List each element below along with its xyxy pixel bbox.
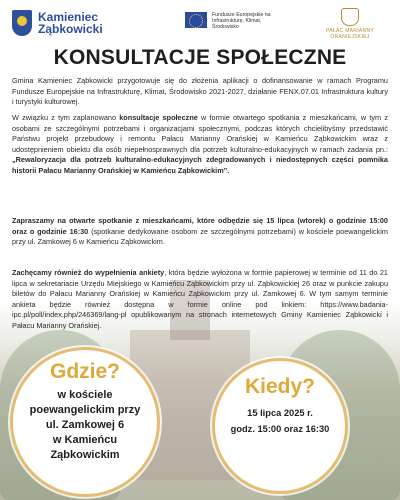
- page-title: KONSULTACJE SPOŁECZNE: [53, 46, 347, 69]
- header: [0, 0, 400, 44]
- paragraph-survey: [12, 268, 388, 332]
- where-circle: [10, 347, 160, 497]
- eu-flag-icon: [185, 12, 207, 28]
- municipality-logo: [12, 10, 108, 36]
- palace-logo: [315, 8, 385, 40]
- paragraph-bold: Zapraszamy na otwarte spotkanie z mieszkańcami, które odbędzie się 15 lipca (wtorek) o godzinie 15:00 oraz o godzinie 16:30: [12, 216, 388, 236]
- eu-funds-text: Fundusze Europejskie na Infrastrukturę, Klimat, Środowisko: [212, 12, 271, 30]
- paragraph-bold: Zachęcamy również do wypełnienia ankiety: [12, 268, 165, 277]
- where-line: w kościele: [57, 389, 113, 401]
- where-line: ul. Zamkowej 6: [45, 419, 125, 431]
- palace-text: PAŁAC MARIANNY ORANIEJSKIEJ: [325, 28, 374, 40]
- eu-funds-logo: [185, 12, 282, 30]
- when-date: 15 lipca 2025 r.: [247, 408, 313, 418]
- where-line: w Kamieńcu: [52, 434, 118, 446]
- paragraph-bold: „Rewaloryzacja dla potrzeb kulturalno-edukacyjnych zdegradowanych i niedostępnych części pomnika historii Pałacu Marianny Orańskiej w Kamieńcu Ząbkowickim”.: [12, 155, 388, 175]
- paragraph-bold: konsultacje społeczne: [119, 113, 198, 122]
- paragraph-consultation: [12, 113, 388, 177]
- when-time: godz. 15:00 oraz 16:30: [230, 424, 330, 434]
- when-details: [215, 405, 345, 437]
- paragraph-text: W związku z tym zaplanowano: [12, 113, 120, 122]
- paragraph-text: w formie otwartego spotkania z mieszkańcami, w tym z osobami ze szczególnymi potrzebami i organizacjami społecznymi, podczas których chcielibyśmy przedstawić Państwu projekt przebudowy i remontu Pałacu Marianny Orańskiej w Kamieńcu Ząbkowickim wraz z udostępnieniem obiektu dla osób niepełnosprawnych dla potrzeb kulturalno-edukacyjnych w ramach zadania pn.:: [12, 113, 388, 154]
- where-details: [13, 388, 157, 463]
- where-line: poewangelickim przy: [29, 404, 141, 416]
- where-line: Ząbkowickim: [50, 449, 120, 461]
- paragraph-intro: Gmina Kamieniec Ząbkowicki przygotowuje się do złożenia aplikacji o dofinansowanie w ramach Programu Fundusze Europejskie na Infrastrukturę, Klimat, Środowisko 2021-2027, działanie FENX.07.01 Infrastruktura kultury i turystyki kulturowej.: [12, 76, 388, 107]
- when-circle: [212, 358, 348, 494]
- crest-icon: [12, 10, 32, 36]
- paragraph-text: (spotkanie dedykowane osobom ze szczególnymi potrzebami) w kościele poewangelickim przy ul. Zamkowej 6 w Kamieńcu Ząbkowickim.: [12, 226, 389, 247]
- where-title: Gdzie?: [49, 360, 120, 383]
- palace-crest-icon: [341, 8, 359, 26]
- paragraph-text: , która będzie wyłożona w formie papierowej w terminie od 11 do 21 lipca w sekretariacie Urzędu Miejskiego w Kamieńcu Ząbkowickim przy ul. Ząbkowickiej 26 oraz w punkcie zakupu biletów do Pałacu Marianny Orańskiej w Kamieńcu Ząbkowickim przy ul. Zamkowej 6. W tym samym terminie ankieta będzie również dostępna w formie online pod linkiem: https://www.badania-ipc.pl/poll/index.php/246369/lang-pl opublikowanym na stronach internetowych Gminy Kamieniec Ząbkowicki i Pałacu Marianny Orańskiej.: [12, 268, 388, 330]
- municipality-name: Kamieniec Ząbkowicki: [38, 10, 103, 36]
- when-title: Kiedy?: [244, 375, 315, 398]
- paragraph-invitation: [12, 216, 388, 248]
